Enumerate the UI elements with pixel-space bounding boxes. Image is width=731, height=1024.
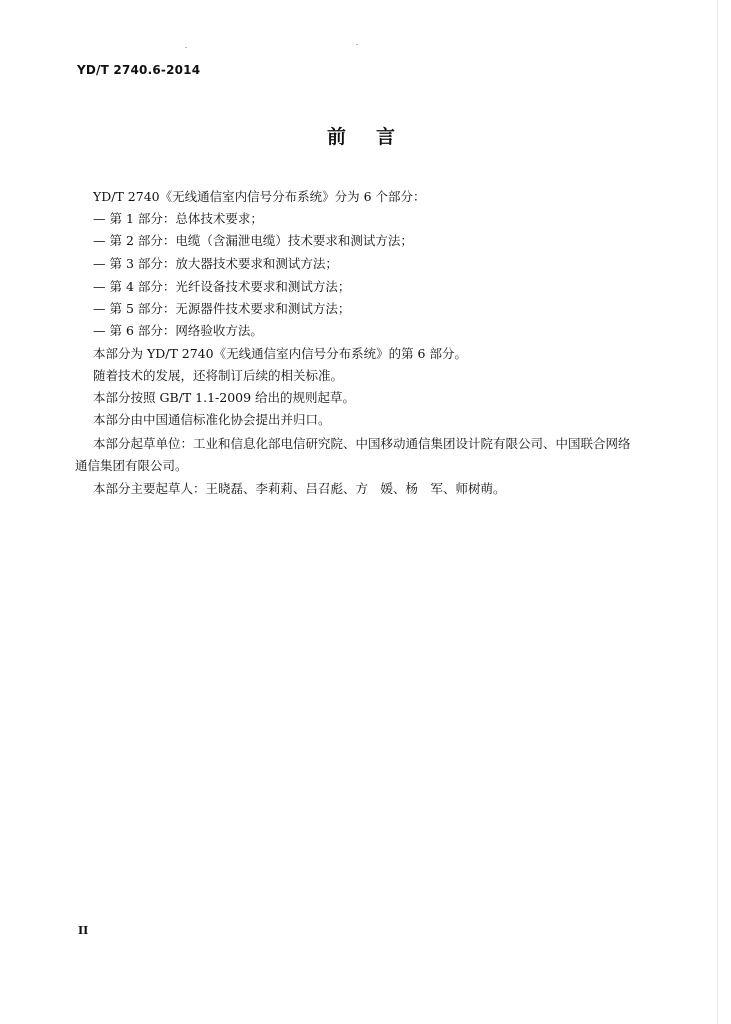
body-line: 随着技术的发展，还将制订后续的相关标准。 [93, 368, 344, 383]
list-item: — 第 5 部分：无源器件技术要求和测试方法； [93, 301, 351, 316]
page-title: 前言 [327, 126, 426, 148]
body-line-continuation: 通信集团有限公司。 [75, 458, 188, 473]
scan-speck [185, 47, 187, 48]
body-line: YD/T 2740《无线通信室内信号分布系统》分为 6 个部分： [93, 189, 426, 204]
list-item: — 第 3 部分：放大器技术要求和测试方法； [93, 256, 338, 271]
list-item: — 第 4 部分：光纤设备技术要求和测试方法； [93, 279, 351, 294]
body-line: 本部分为 YD/T 2740《无线通信室内信号分布系统》的第 6 部分。 [93, 346, 467, 361]
page-edge [717, 0, 718, 1024]
scan-speck [356, 44, 358, 45]
body-line: 本部分按照 GB/T 1.1-2009 给出的规则起草。 [93, 390, 356, 405]
list-item: — 第 6 部分：网络验收方法。 [93, 323, 263, 338]
document-code: YD/T 2740.6-2014 [77, 63, 201, 77]
body-line: 本部分由中国通信标准化协会提出并归口。 [93, 412, 331, 427]
body-line: 本部分起草单位：工业和信息化部电信研究院、中国移动通信集团设计院有限公司、中国联合网络 [93, 436, 631, 451]
page-number: II [78, 924, 89, 937]
list-item: — 第 1 部分：总体技术要求； [93, 211, 263, 226]
body-line: 本部分主要起草人：王晓磊、李莉莉、吕召彪、方 媛、杨 军、师树萌。 [93, 481, 506, 496]
list-item: — 第 2 部分：电缆（含漏泄电缆）技术要求和测试方法； [93, 233, 413, 248]
